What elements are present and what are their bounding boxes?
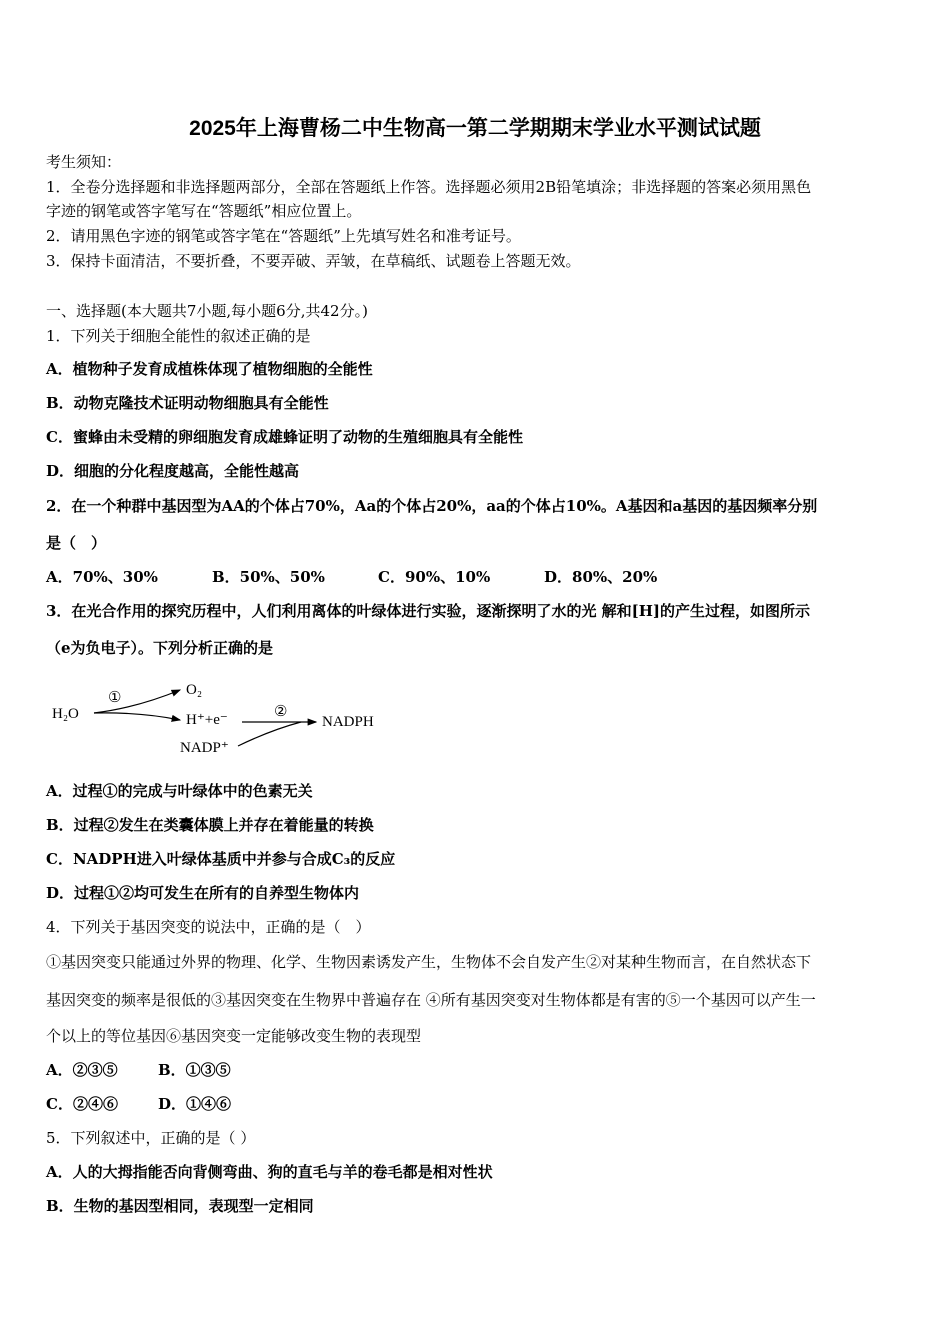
q3-option: B．过程②发生在类囊体膜上并存在着能量的转换 (46, 816, 374, 834)
notice-line: 3．保持卡面清洁，不要折叠，不要弄破、弄皱，在草稿纸、试题卷上答题无效。 (46, 252, 581, 270)
q4-stem: 4．下列关于基因突变的说法中，正确的是（ ） (46, 918, 371, 936)
q1-option: C．蜜蜂由未受精的卵细胞发育成雄蜂证明了动物的生殖细胞具有全能性 (46, 428, 523, 446)
q2-options (46, 567, 710, 587)
q5-option: A．人的大拇指能否向背侧弯曲、狗的直毛与羊的卷毛都是相对性状 (46, 1163, 493, 1181)
q2-option: B．50%、50% (212, 568, 325, 586)
q3-option: C．NADPH进入叶绿体基质中并参与合成C₃的反应 (46, 850, 396, 868)
q2-stem: 2．在一个种群中基因型为AA的个体占70%，Aa的个体占20%，aa的个体占10%。A基因和a基因的基因频率分别 (46, 497, 818, 515)
step2-label: ② (274, 704, 288, 720)
h2o-label: H₂O (52, 706, 79, 722)
notice-line: 字迹的钢笔或答字笔写在“答题纸”相应位置上。 (46, 202, 362, 220)
o2-label: O₂ (186, 682, 203, 698)
q4-option: C．②④⑥ (46, 1095, 118, 1113)
q3-option: D．过程①②均可发生在所有的自养型生物体内 (46, 884, 360, 902)
q5-option: B．生物的基因型相同，表现型一定相同 (46, 1197, 314, 1215)
q1-stem: 1．下列关于细胞全能性的叙述正确的是 (46, 327, 311, 345)
q2-option: C．90%、10% (378, 568, 491, 586)
q3-stem: 3．在光合作用的探究历程中，人们利用离体的叶绿体进行实验，逐渐探明了水的光 解和[H]的产生过程，如图所示 (46, 602, 811, 620)
q4-options (46, 1060, 324, 1080)
q4-body: 个以上的等位基因⑥基因突变一定能够改变生物的表现型 (46, 1027, 422, 1045)
q5-stem: 5．下列叙述中，正确的是（ ） (46, 1129, 256, 1147)
photolysis-diagram (46, 672, 386, 762)
nadph-label: NADPH (322, 714, 374, 730)
q1-option: B．动物克隆技术证明动物细胞具有全能性 (46, 394, 329, 412)
notice-heading: 考生须知： (46, 153, 122, 171)
arrow-nadp (238, 722, 301, 746)
q2-option: A．70%、30% (46, 568, 158, 586)
q3-stem: （e为负电子）。下列分析正确的是 (46, 639, 274, 657)
q4-options (46, 1094, 324, 1114)
notice-line: 2．请用黑色字迹的钢笔或答字笔在“答题纸”上先填写姓名和准考证号。 (46, 227, 521, 245)
q3-option: A．过程①的完成与叶绿体中的色素无关 (46, 782, 313, 800)
q4-option: B．①③⑤ (158, 1061, 231, 1079)
notice-line: 1．全卷分选择题和非选择题两部分，全部在答题纸上作答。选择题必须用2B铅笔填涂；非选择题的答案必须用黑色 (46, 178, 812, 196)
section-heading: 一、选择题(本大题共7小题,每小题6分,共42分。) (46, 302, 368, 320)
q1-option: A．植物种子发育成植株体现了植物细胞的全能性 (46, 360, 373, 378)
nadp-label: NADP⁺ (180, 740, 229, 756)
page-title: 2025年上海曹杨二中生物高一第二学期期末学业水平测试试题 (189, 117, 761, 140)
q2-option: D．80%、20% (544, 568, 658, 586)
q4-option: A．②③⑤ (46, 1061, 118, 1079)
q4-body: 基因突变的频率是很低的③基因突变在生物界中普遍存在 ④所有基因突变对生物体都是有害的⑤一个基因可以产生一 (46, 991, 816, 1009)
h-e-label: H⁺+e⁻ (186, 712, 228, 728)
q4-option: D．①④⑥ (158, 1095, 232, 1113)
q4-body: ①基因突变只能通过外界的物理、化学、生物因素诱发产生，生物体不会自发产生②对某种生物而言，在自然状态下 (46, 953, 812, 971)
arrow-he (94, 713, 180, 720)
step1-label: ① (108, 690, 122, 706)
q1-option: D．细胞的分化程度越高，全能性越高 (46, 462, 300, 480)
q2-stem: 是（ ） (46, 534, 107, 552)
arrow-o2 (94, 690, 180, 713)
